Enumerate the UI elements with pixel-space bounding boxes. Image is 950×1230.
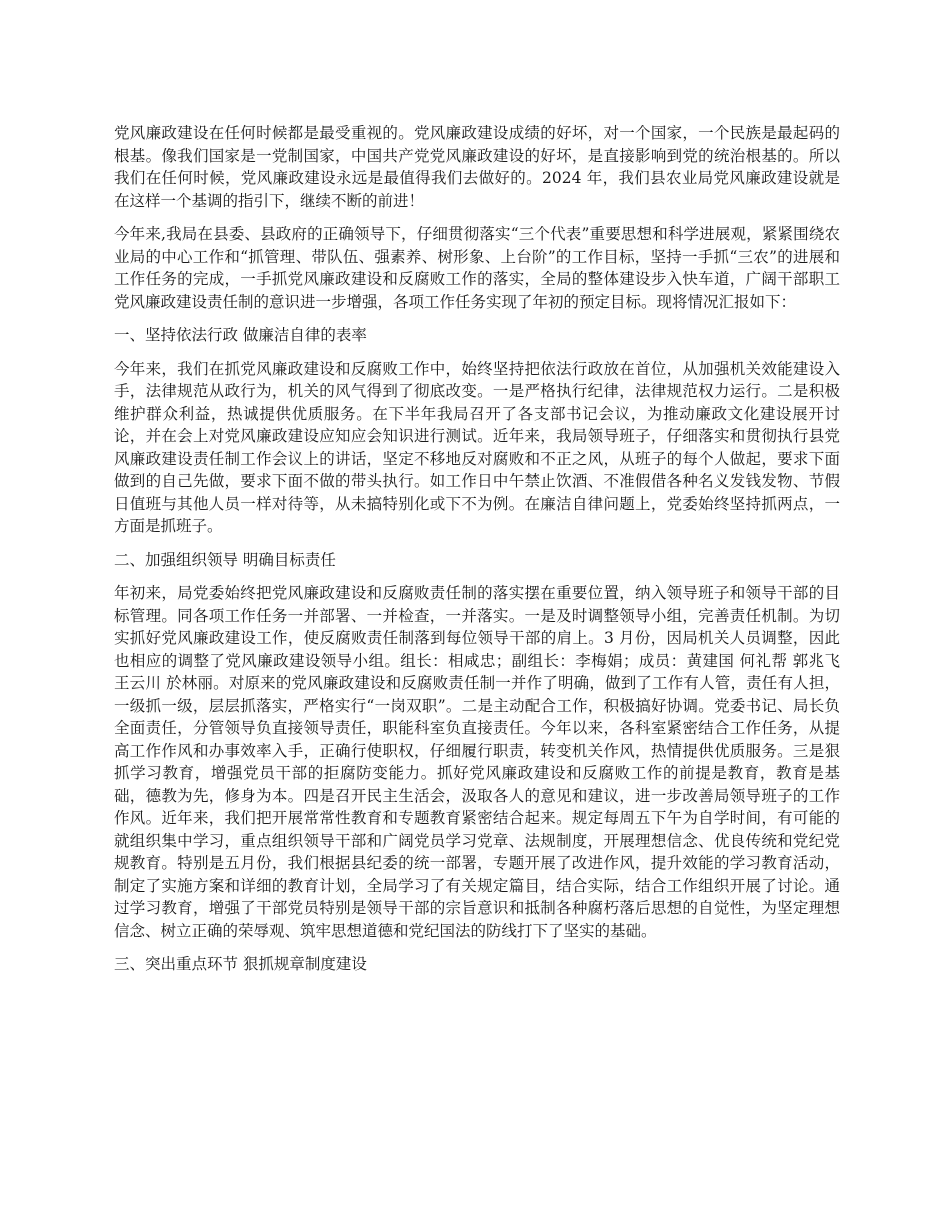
document-body [114, 122, 840, 987]
section-heading-3: 三、突出重点环节 狠抓规章制度建设 [114, 955, 367, 973]
section-heading-2: 二、加强组织领导 明确目标责任 [114, 550, 336, 569]
intro-paragraph: 党风廉政建设在任何时候都是最受重视的。党风廉政建设成绩的好坏，对一个国家，一个民族是最起码的根基。像我们国家是一党制国家，中国共产党党风廉政建设的好坏，是直接影响到党的统治根基的。所以我们在任何时候，党风廉政建设永远是最值得我们去做好的。2024 年，我们县农业局党风廉政建设就是在这样一个基调的指引下，继续不断的前进！ [114, 124, 840, 210]
section-heading-1: 一、坚持依法行政 做廉洁自律的表率 [114, 326, 367, 344]
section-1-paragraph: 今年来，我们在抓党风廉政建设和反腐败工作中，始终坚持把依法行政放在首位，从加强机关效能建设入手，法律规范从政行为，机关的风气得到了彻底改变。一是严格执行纪律，法律规范权力运行。二是积极维护群众利益，热诚提供优质服务。在下半年我局召开了各支部书记会议，为推动廉政文化建设展开讨论，并在会上对党风廉政建设应知应会知识进行测试。近年来，我局领导班子，仔细落实和贯彻执行县党风廉政建设责任制工作会议上的讲话，坚定不移地反对腐败和不正之风，从班子的每个人做起，要求下面做到的自己先做，要求下面不做的带头执行。如工作日中午禁止饮酒、不准假借各种名义发钱发物、节假日值班与其他人员一样对待等，从未搞特别化或下不为例。在廉洁自律问题上，党委始终坚持抓两点，一方面是抓班子。 [114, 359, 840, 535]
summary-paragraph: 今年来,我局在县委、县政府的正确领导下，仔细贯彻落实“三个代表”重要思想和科学进展观，紧紧围绕农业局的中心工作和“抓管理、带队伍、强素养、树形象、上台阶”的工作目标，坚持一手抓“三农”的进展和工作任务的完成，一手抓党风廉政建设和反腐败工作的落实，全局的整体建设步入快车道，广阔干部职工党风廉政建设责任制的意识进一步增强，各项工作任务实现了年初的预定目标。现将情况汇报如下： [114, 225, 840, 311]
section-2-paragraph: 年初来，局党委始终把党风廉政建设和反腐败责任制的落实摆在重要位置，纳入领导班子和领导干部的目标管理。同各项工作任务一并部署、一并检查，一并落实。一是及时调整领导小组，完善责任机制。为切实抓好党风廉政建设工作，使反腐败责任制落到每位领导干部的肩上。3 月份，因局机关人员调整，因此也相应的调整了党风廉政建设领导小组。组长：相咸忠；副组长：李梅娟；成员：黄建国 何礼帮 郭兆飞 王云川 於林丽。对原来的党风廉政建设和反腐败责任制一并作了明确，做到了工作有人管，责任有人担，一级抓一级，层层抓落实，严格实行“一岗双职”。二是主动配合工作，积极搞好协调。党委书记、局长负全面责任，分管领导负直接领导责任，职能科室负直接责任。今年以来，各科室紧密结合工作任务，从提高工作作风和办事效率入手，正确行使职权，仔细履行职责，转变机关作风，热情提供优质服务。三是狠抓学习教育，增强党员干部的拒腐防变能力。抓好党风廉政建设和反腐败工作的前提是教育，教育是基础，德教为先，修身为本。四是召开民主生活会，汲取各人的意见和建议，进一步改善局领导班子的工作作风。近年来，我们把开展常常性教育和专题教育紧密结合起来。规定每周五下午为自学时间，有可能的就组织集中学习，重点组织领导干部和广阔党员学习党章、法规制度，开展理想信念、优良传统和党纪党规教育。特别是五月份，我们根据县纪委的统一部署，专题开展了改进作风，提升效能的学习教育活动，制定了实施方案和详细的教育计划，全局学习了有关规定篇目，结合实际，结合工作组织开展了讨论。通过学习教育，增强了干部党员特别是领导干部的宗旨意识和抵制各种腐朽落后思想的自觉性，为坚定理想信念、树立正确的荣辱观、筑牢思想道德和党纪国法的防线打下了坚实的基础。 [114, 584, 840, 940]
